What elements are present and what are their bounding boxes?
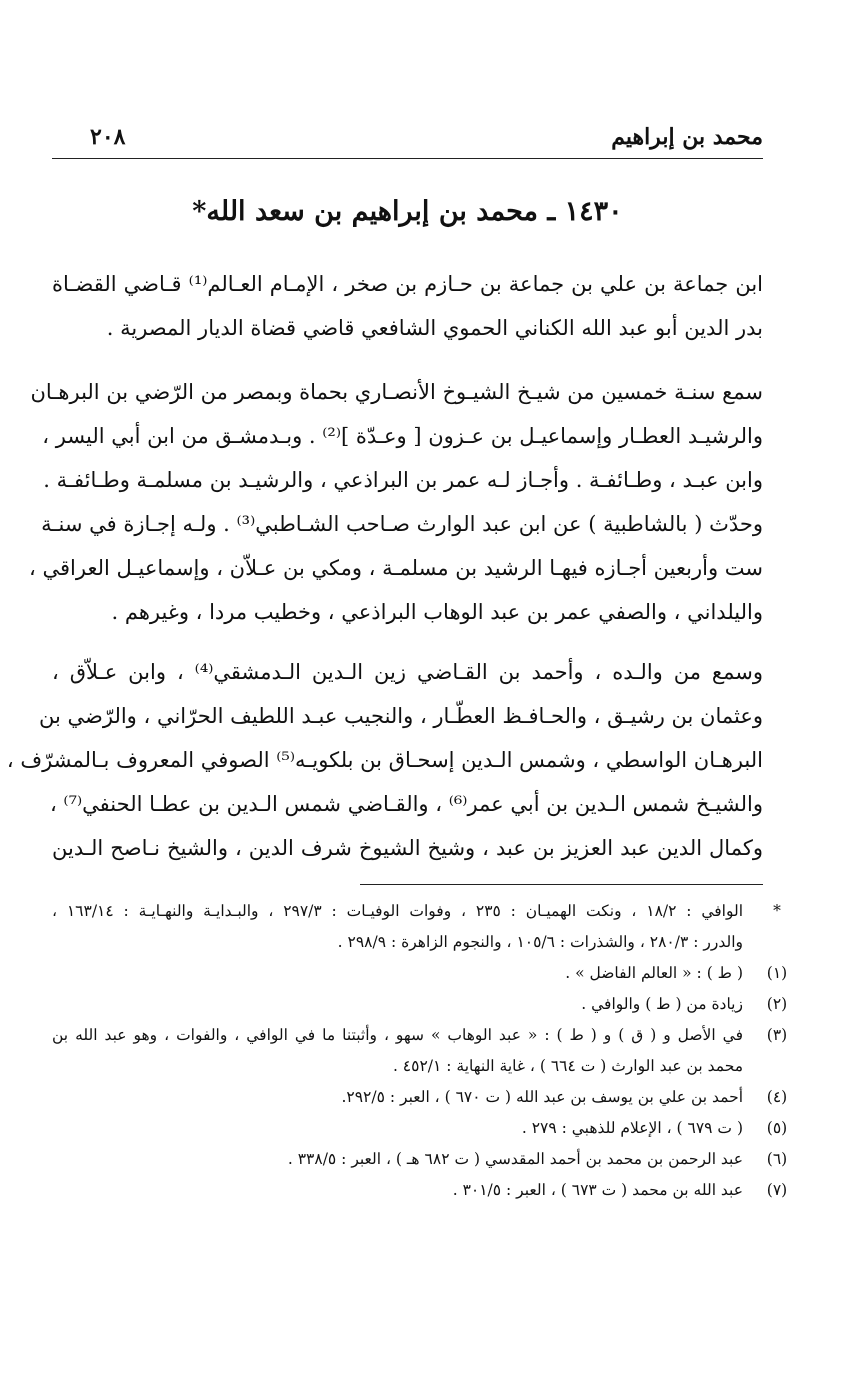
footnote-mark: (١) (766, 964, 788, 982)
footnote-6 (52, 1144, 795, 1175)
text-line: وحدّث ( بالشاطبية ) عن ابن عبد الوارث صـاحب الشـاطبي⁽³⁾ . ولـه إجـازة في سنـة (41, 512, 763, 536)
footnote-mark: * (773, 902, 781, 920)
text-line: وكمال الدين عبد العزيز بن عبد ، وشيخ الشيوخ شرف الدين ، والشيخ نـاصح الـدين (52, 836, 763, 860)
paragraph-3 (6, 650, 763, 870)
footnote-2 (52, 989, 795, 1020)
footnote-sources (52, 896, 795, 958)
footnote-line: الوافي : ١٨/٢ ، ونكت الهميـان : ٢٣٥ ، وفوات الوفيـات : ٢٩٧/٣ ، والبـدايـة والنهـايـة : ١٦٣/١٤ ، (52, 902, 744, 920)
footnote-mark: (٣) (766, 1026, 788, 1044)
footnote-4 (52, 1082, 795, 1113)
footnote-mark: (٤) (766, 1088, 788, 1106)
running-header (52, 118, 763, 159)
text-line: وسمع من والـده ، وأحمد بن القـاضي زين الـدين الـدمشقي⁽⁴⁾ ، وابن عـلاّق ، (52, 660, 763, 684)
text-line: ست وأربعين أجـازه فيهـا الرشيد بن مسلمـة ، ومكي بن عـلاّن ، وإسماعيـل العراقي ، (29, 556, 763, 580)
footnote-5 (52, 1113, 795, 1144)
paragraph-2 (29, 370, 763, 634)
text-line: والشيـخ شمس الـدين بن أبي عمر⁽⁶⁾ ، والقـاضي شمس الـدين بن عطـا الحنفي⁽⁷⁾ ، (49, 792, 763, 816)
footnote-1 (52, 958, 795, 989)
text-line: وابن عبـد ، وطـائفـة . وأجـاز لـه عمر بن البراذعي ، والرشيـد بن مسلمـة وطـائفـة . (43, 468, 763, 492)
footnotes (52, 896, 795, 1206)
footnote-mark: (٥) (766, 1119, 788, 1137)
footnote-line: ( ط ) : « العالم الفاضل » . (565, 964, 743, 982)
footnote-line: ( ت ٦٧٩ ) ، الإعلام للذهبي : ٢٧٩ . (521, 1119, 743, 1137)
footnote-line: عبد الله بن محمد ( ت ٦٧٣ ) ، العبر : ٣٠١/٥ . (452, 1181, 743, 1199)
paragraph-1 (52, 262, 763, 350)
text-line: واليلداني ، والصفي عمر بن عبد الوهاب البراذعي ، وخطيب مردا ، وغيرهم . (111, 600, 763, 624)
footnote-line: في الأصل و ( ق ) و ( ط ) : « عبد الوهاب » سهو ، وأثبتنا ما في الوافي ، والفوات ، وهو عبد الله بن (52, 1026, 743, 1044)
footnote-line: محمد بن عبد الوارث ( ت ٦٦٤ ) ، غاية النهاية : ٤٥٢/١ . (392, 1057, 743, 1075)
footnote-line: والدرر : ٢٨٠/٣ ، والشذرات : ١٠٥/٦ ، والنجوم الزاهرة : ٢٩٨/٩ . (337, 933, 743, 951)
text-line: بدر الدين أبو عبد الله الكناني الحموي الشافعي قاضي قضاة الديار المصرية . (106, 316, 763, 340)
footnote-line: أحمد بن علي بن يوسف بن عبد الله ( ت ٦٧٠ ) ، العبر : ٢٩٢/٥. (341, 1088, 743, 1106)
footnote-7 (52, 1175, 795, 1206)
footnote-mark: (٦) (766, 1150, 788, 1168)
running-title: محمد بن إبراهيم (611, 124, 763, 150)
text-line: البرهـان الواسطي ، وشمس الـدين إسحـاق بن بلكويـه⁽⁵⁾ الصوفي المعروف بـالمشرّف ، (6, 748, 763, 772)
text-line: وعثمان بن رشيـق ، والحـافـظ العطّـار ، والنجيب عبـد اللطيف الحرّاني ، والرّضي بن (39, 704, 763, 728)
text-line: ابن جماعة بن علي بن جماعة بن حـازم بن صخر ، الإمـام العـالم⁽¹⁾ قـاضي القضـاة (52, 272, 763, 296)
page-number: ٢٠٨ (90, 124, 126, 150)
footnote-line: زيادة من ( ط ) والوافي . (581, 995, 743, 1013)
footnote-mark: (٧) (766, 1181, 788, 1199)
footnote-mark: (٢) (766, 995, 788, 1013)
footnote-3 (52, 1020, 795, 1082)
text-line: سمع سنـة خمسين من شيـخ الشيـوخ الأنصـاري بحماة وبمصر من الرّضي بن البرهـان (30, 380, 763, 404)
text-line: والرشيـد العطـار وإسماعيـل بن عـزون [ وعـدّة ]⁽²⁾ . وبـدمشـق من ابن أبي اليسر ، (42, 424, 763, 448)
entry-heading: ١٤٣٠ ـ محمد بن إبراهيم بن سعد الله* (192, 196, 623, 227)
footnote-line: عبد الرحمن بن محمد بن أحمد المقدسي ( ت ٦٨٢ هـ ) ، العبر : ٣٣٨/٥ . (287, 1150, 743, 1168)
footnote-separator (360, 884, 763, 885)
